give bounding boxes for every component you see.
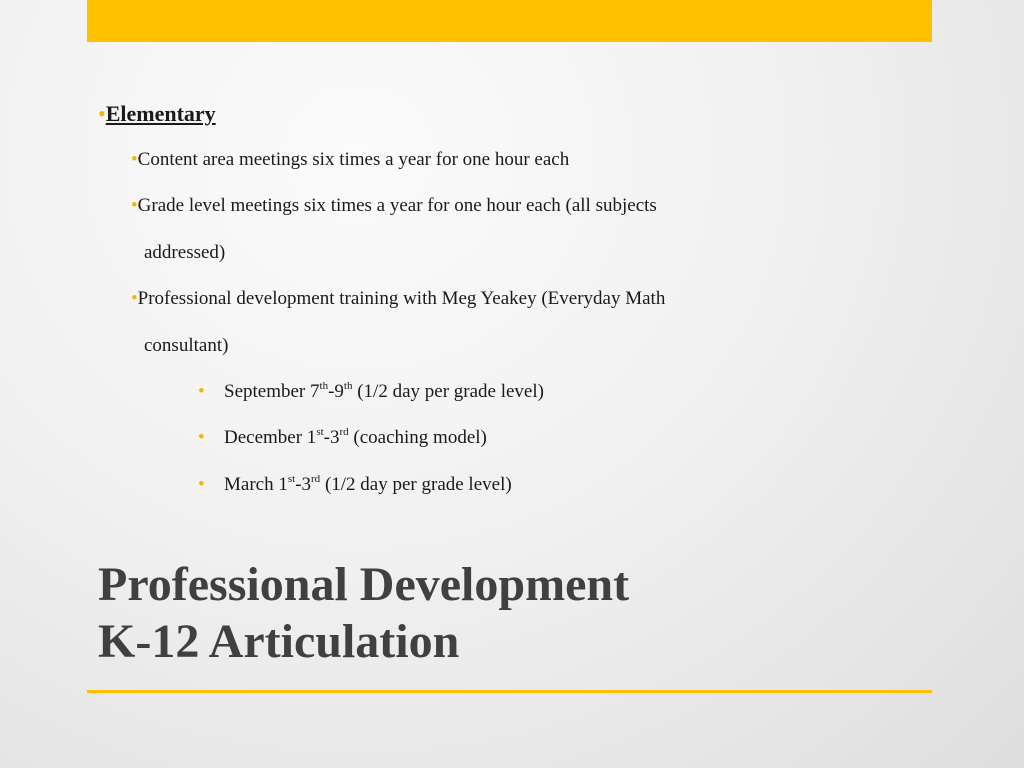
bullet-continuation: consultant) [144,335,229,356]
bullet-icon: • [198,427,205,448]
date-end: -3 [323,427,340,448]
date-note: (1/2 day per grade level) [320,474,512,495]
bullet-item [131,287,665,311]
sub-bullet-september [198,380,544,404]
date-start: December 1 [224,427,317,448]
title-line-2: K-12 Articulation [98,615,460,668]
ordinal-suffix: rd [339,425,349,438]
sub-bullet-march [198,473,512,497]
bullet-icon: • [198,474,205,495]
bullet-heading-elementary [98,100,216,128]
ordinal-suffix: st [287,472,296,485]
bullet-icon: • [98,101,106,126]
sub-bullet-december [198,426,487,450]
ordinal-suffix: st [316,425,324,438]
bullet-text: Grade level meetings six times a year for one hour each (all subjects [137,195,657,216]
slide-title [98,556,932,670]
date-end: -9 [328,381,344,402]
heading-label: Elementary [105,101,216,126]
bullet-icon: • [131,195,138,216]
bullet-item [131,194,657,218]
title-underline-rule [87,690,932,693]
date-start: September 7 [224,381,320,402]
ordinal-suffix: th [343,379,353,392]
title-line-1: Professional Development [98,558,630,611]
bullet-icon: • [198,381,205,402]
date-start: March 1 [224,474,288,495]
bullet-text: Professional development training with Meg Yeakey (Everyday Math [137,288,666,309]
ordinal-suffix: th [319,379,329,392]
bullet-icon: • [131,149,138,170]
bullet-text: Content area meetings six times a year for one hour each [137,149,570,170]
date-note: (1/2 day per grade level) [352,381,544,402]
ordinal-suffix: rd [311,472,321,485]
bullet-icon: • [131,288,138,309]
date-note: (coaching model) [348,427,487,448]
date-end: -3 [295,474,312,495]
bullet-continuation: addressed) [144,242,226,263]
bullet-item [131,148,569,172]
